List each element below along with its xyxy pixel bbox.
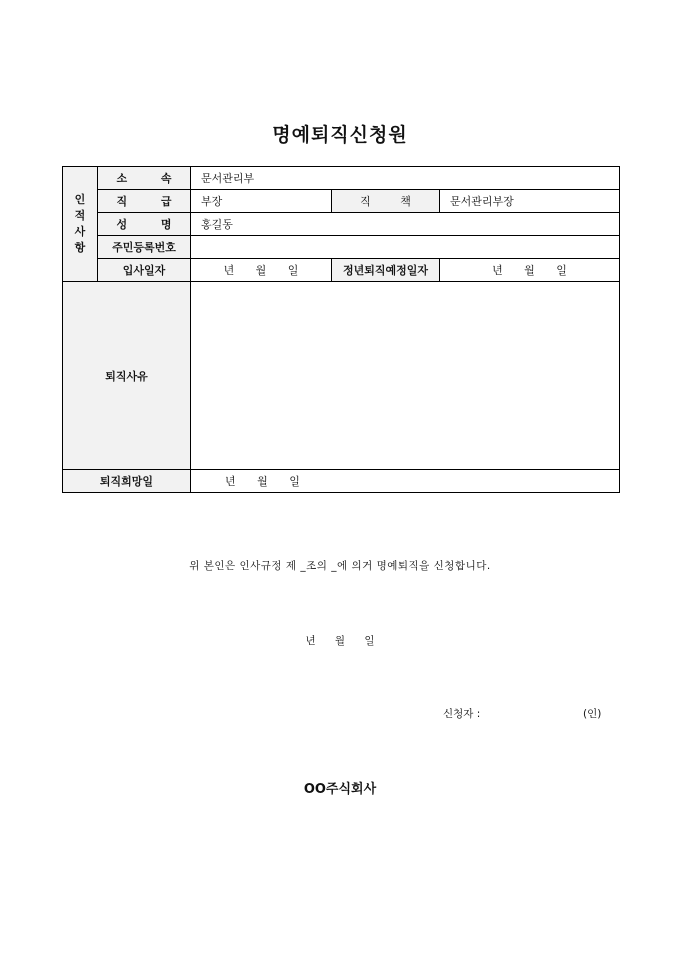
declaration-text: 위 본인은 인사규정 제 _조의 _에 의거 명예퇴직을 신청합니다. — [189, 560, 491, 572]
grade-value[interactable]: 부장 — [191, 190, 332, 213]
row-grade — [63, 190, 620, 213]
name-value[interactable]: 홍길동 — [191, 213, 620, 236]
resident-id-value[interactable] — [191, 236, 620, 259]
duty-label: 직 책 — [332, 190, 440, 213]
side-char-3: 사 — [74, 225, 86, 238]
company-name: OO주식회사 — [303, 782, 377, 797]
document-title: 명예퇴직신청원 — [272, 124, 408, 146]
reason-value[interactable] — [191, 282, 620, 470]
row-dates — [63, 259, 620, 282]
side-char-2: 적 — [74, 209, 86, 222]
personal-info-side-label — [63, 167, 98, 282]
side-char-1: 인 — [74, 193, 86, 206]
reason-label: 퇴직사유 — [63, 282, 191, 470]
name-label: 성 명 — [98, 213, 191, 236]
desired-date-label: 퇴직희망일 — [63, 470, 191, 493]
row-reason — [63, 282, 620, 470]
seal-label: (인) — [583, 708, 602, 720]
retirement-date-value[interactable]: 년 월 일 — [440, 259, 620, 282]
grade-label: 직 급 — [98, 190, 191, 213]
hire-date-value[interactable]: 년 월 일 — [191, 259, 332, 282]
desired-date-value[interactable]: 년 월 일 — [191, 470, 620, 493]
row-resident-id — [63, 236, 620, 259]
row-name — [63, 213, 620, 236]
department-label: 소 속 — [98, 167, 191, 190]
resident-id-label: 주민등록번호 — [98, 236, 191, 259]
department-value[interactable]: 문서관리부 — [191, 167, 620, 190]
retirement-date-label: 정년퇴직예정일자 — [332, 259, 440, 282]
applicant-label: 신청자 : — [443, 708, 481, 720]
signing-date[interactable]: 년 월 일 — [305, 635, 375, 647]
side-char-4: 항 — [74, 241, 86, 254]
row-desired-date — [63, 470, 620, 493]
duty-value[interactable]: 문서관리부장 — [440, 190, 620, 213]
hire-date-label: 입사일자 — [98, 259, 191, 282]
application-form-table — [62, 166, 620, 493]
row-department — [63, 167, 620, 190]
